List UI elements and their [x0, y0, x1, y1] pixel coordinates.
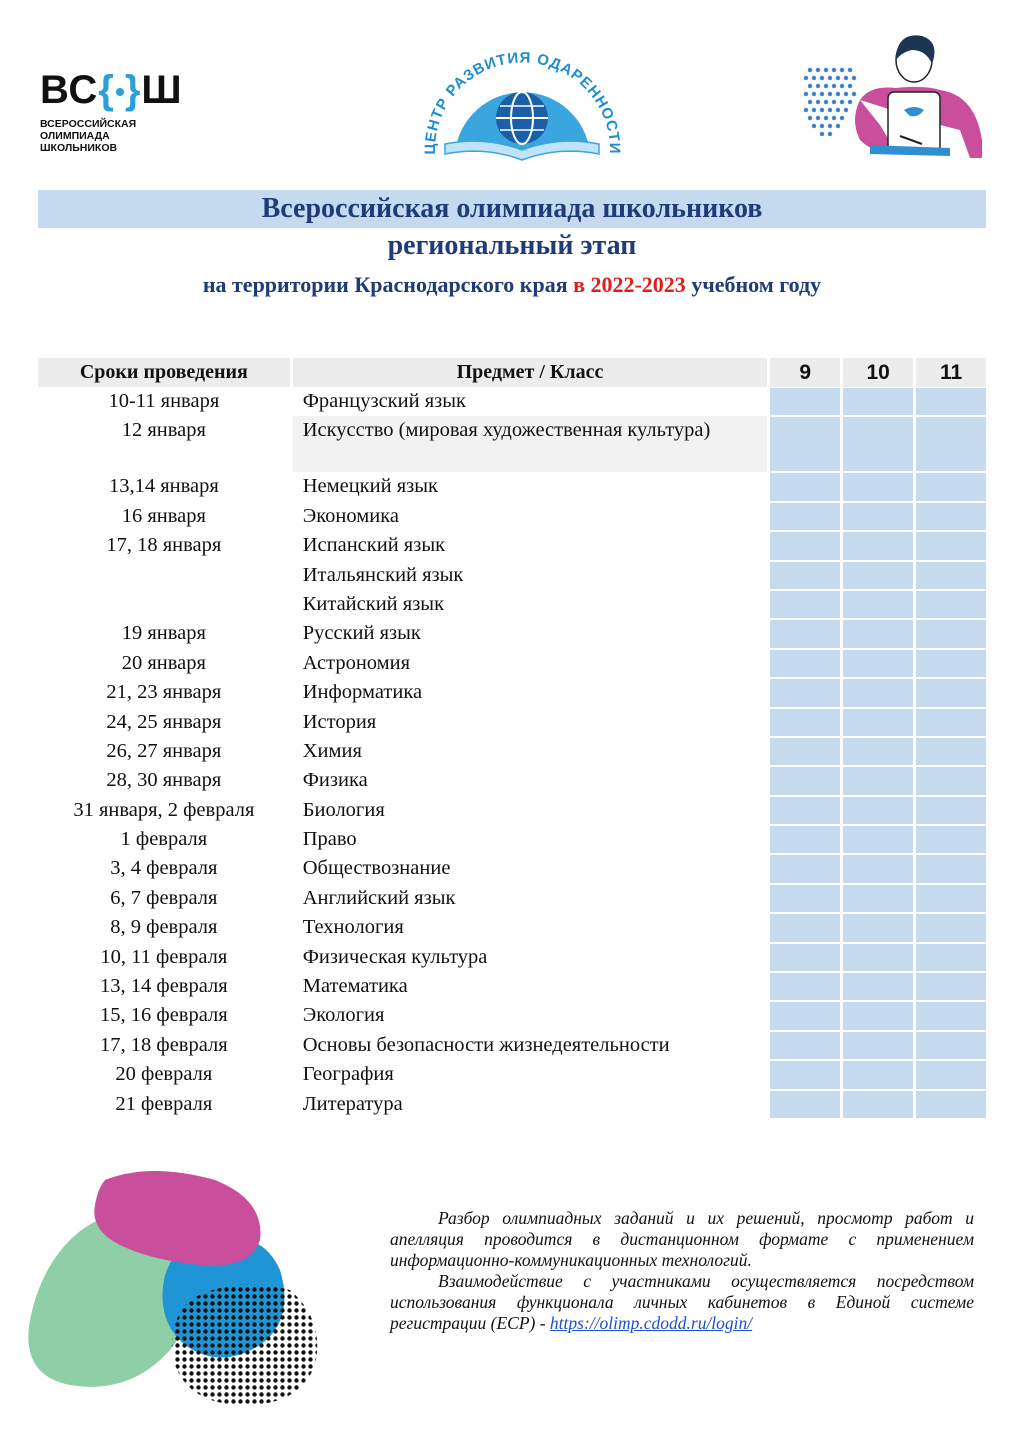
row-subject: Право [302, 828, 357, 851]
row-date: 19 января [121, 622, 206, 645]
grade-9-cell [770, 943, 840, 972]
grade-11-cell [916, 913, 986, 942]
grade-10-cell [843, 972, 913, 1001]
grade-9-cell [770, 1090, 840, 1119]
grade-10-cell [843, 531, 913, 560]
page-subtitle-region: на территории Краснодарского края в 2022-2023 учебном году [202, 272, 822, 297]
grade-9-cell [770, 884, 840, 913]
table-row [38, 884, 986, 913]
table-body [38, 387, 986, 1119]
grade-9-cell [770, 1031, 840, 1060]
table-row [38, 472, 986, 501]
row-subject: Китайский язык [302, 592, 445, 615]
grade-11-cell [916, 825, 986, 854]
table-row [38, 1090, 986, 1119]
table-header [38, 358, 986, 387]
grade-11-cell [916, 972, 986, 1001]
decorative-blobs [20, 1160, 340, 1410]
grade-9-cell [770, 416, 840, 472]
grade-9-cell [770, 649, 840, 678]
row-subject: Технология [302, 916, 404, 939]
table-row [38, 561, 986, 590]
schedule-table [38, 358, 986, 1119]
grade-10-cell [843, 472, 913, 501]
row-date: 8, 9 февраля [110, 916, 218, 939]
row-subject: Французский язык [302, 390, 466, 412]
row-subject: Немецкий язык [302, 475, 438, 498]
page-title: Всероссийская олимпиада школьников [261, 193, 763, 224]
grade-11-cell [916, 472, 986, 501]
table-row [38, 972, 986, 1001]
grade-11-cell [916, 590, 986, 619]
academic-year: в 2022-2023 [573, 272, 686, 297]
header-grade-11: 11 [916, 358, 986, 387]
grade-9-cell [770, 737, 840, 766]
grade-9-cell [770, 708, 840, 737]
row-date: 1 февраля [120, 828, 208, 851]
grade-9-cell [770, 561, 840, 590]
grade-10-cell [843, 708, 913, 737]
row-subject: Математика [302, 975, 408, 998]
grade-10-cell [843, 678, 913, 707]
center-logo [415, 40, 630, 165]
vsosh-logo [40, 70, 230, 154]
row-subject: Обществознание [302, 857, 451, 880]
row-date: 28, 30 января [106, 769, 222, 792]
grade-9-cell [770, 590, 840, 619]
row-subject: Биология [302, 798, 385, 821]
grade-11-cell [916, 854, 986, 883]
grade-9-cell [770, 1001, 840, 1030]
row-date: 20 февраля [115, 1063, 213, 1086]
row-subject: География [302, 1063, 394, 1086]
table-row [38, 502, 986, 531]
grade-10-cell [843, 1001, 913, 1030]
row-date: 31 января, 2 февраля [73, 798, 255, 821]
student-illustration [800, 30, 990, 160]
page-subtitle: региональный этап [387, 230, 637, 261]
row-date: 12 января [121, 419, 206, 442]
grade-10-cell [843, 1031, 913, 1060]
grade-10-cell [843, 619, 913, 648]
vsosh-logo-mark: ВС{ }Ш [40, 68, 183, 112]
grade-10-cell [843, 1060, 913, 1089]
grade-9-cell [770, 531, 840, 560]
grade-11-cell [916, 884, 986, 913]
table-row [38, 619, 986, 648]
grade-11-cell [916, 561, 986, 590]
table-row [38, 678, 986, 707]
row-subject: Испанский язык [302, 534, 446, 557]
row-date: 6, 7 февраля [110, 886, 218, 909]
row-date [38, 561, 290, 590]
grade-9-cell [770, 972, 840, 1001]
table-row [38, 766, 986, 795]
grade-11-cell [916, 678, 986, 707]
grade-9-cell [770, 766, 840, 795]
grade-10-cell [843, 884, 913, 913]
table-row [38, 943, 986, 972]
registration-link[interactable]: https://olimp.cdodd.ru/login/ [549, 1313, 753, 1333]
grade-10-cell [843, 737, 913, 766]
grade-11-cell [916, 737, 986, 766]
grade-10-cell [843, 1090, 913, 1119]
grade-10-cell [843, 416, 913, 472]
grade-10-cell [843, 913, 913, 942]
grade-11-cell [916, 1090, 986, 1119]
row-subject: Информатика [302, 681, 423, 704]
vsosh-logo-subtitle: ВСЕРОССИЙСКАЯ ОЛИМПИАДА ШКОЛЬНИКОВ [40, 118, 137, 154]
grade-11-cell [916, 1031, 986, 1060]
grade-10-cell [843, 796, 913, 825]
row-subject: Экономика [302, 504, 399, 527]
table-row [38, 1060, 986, 1089]
row-subject: Основы безопасности жизнедеятельности [302, 1033, 670, 1056]
row-date: 3, 4 февраля [110, 857, 218, 880]
table-row [38, 708, 986, 737]
table-row [38, 825, 986, 854]
grade-9-cell [770, 387, 840, 416]
grade-9-cell [770, 619, 840, 648]
row-date: 17, 18 февраля [100, 1033, 228, 1056]
row-subject: Экология [302, 1004, 385, 1027]
row-date: 17, 18 января [106, 534, 222, 557]
grade-9-cell [770, 854, 840, 883]
header-grade-9: 9 [770, 358, 840, 387]
header-grade-10: 10 [843, 358, 913, 387]
row-subject: Литература [302, 1092, 403, 1115]
grade-10-cell [843, 387, 913, 416]
row-subject: Искусство (мировая художественная культура) [293, 416, 768, 472]
table-row [38, 416, 986, 472]
table-row [38, 387, 986, 416]
table-row [38, 796, 986, 825]
row-date: 24, 25 января [106, 710, 222, 733]
grade-11-cell [916, 1001, 986, 1030]
table-row [38, 649, 986, 678]
row-subject: Физическая культура [302, 945, 488, 968]
header-subject: Предмет / Класс [293, 358, 768, 387]
grade-10-cell [843, 649, 913, 678]
table-row [38, 854, 986, 883]
row-date: 26, 27 января [106, 739, 222, 762]
grade-11-cell [916, 1060, 986, 1089]
row-date: 10, 11 февраля [100, 945, 228, 968]
row-subject: Итальянский язык [302, 563, 464, 586]
row-date: 15, 16 февраля [100, 1004, 228, 1027]
row-subject: Русский язык [302, 622, 421, 645]
grade-10-cell [843, 854, 913, 883]
table-row [38, 1031, 986, 1060]
table-row [38, 913, 986, 942]
grade-10-cell [843, 943, 913, 972]
grade-9-cell [770, 1060, 840, 1089]
header-date: Сроки проведения [38, 358, 290, 387]
row-date: 13, 14 февраля [100, 975, 228, 998]
table-row [38, 1001, 986, 1030]
row-subject: История [302, 710, 377, 733]
row-date: 21 февраля [115, 1092, 213, 1115]
table-row [38, 590, 986, 619]
grade-9-cell [770, 796, 840, 825]
note-paragraph-1: Разбор олимпиадных заданий и их решений, просмотр работ и апелляция проводится в дистанционном формате с применением информационно-коммуникационных технологий. [390, 1208, 974, 1270]
grade-9-cell [770, 825, 840, 854]
grade-9-cell [770, 502, 840, 531]
grade-10-cell [843, 561, 913, 590]
grade-9-cell [770, 472, 840, 501]
grade-11-cell [916, 502, 986, 531]
table-row [38, 737, 986, 766]
note-paragraph-2: Взаимодействие с участниками осуществляется посредством использования функционала личных кабинетов в Единой системе регистрации (ЕСР) - https://olimp.cdodd.ru/login/ [390, 1271, 974, 1333]
table-row [38, 531, 986, 560]
row-subject: Астрономия [302, 651, 411, 674]
row-subject: Физика [302, 769, 368, 792]
footer-note [390, 1208, 974, 1334]
grade-11-cell [916, 796, 986, 825]
grade-10-cell [843, 825, 913, 854]
grade-11-cell [916, 766, 986, 795]
row-date: 21, 23 января [106, 681, 222, 704]
grade-10-cell [843, 502, 913, 531]
center-logo-text: ЦЕНТР РАЗВИТИЯ ОДАРЕННОСТИ [421, 49, 624, 155]
grade-11-cell [916, 619, 986, 648]
row-subject: Химия [302, 739, 362, 762]
grade-9-cell [770, 913, 840, 942]
grade-11-cell [916, 387, 986, 416]
row-date: 10-11 января [108, 390, 220, 412]
grade-10-cell [843, 590, 913, 619]
row-date: 16 января [121, 504, 206, 527]
grade-10-cell [843, 766, 913, 795]
grade-9-cell [770, 678, 840, 707]
row-subject: Английский язык [302, 886, 456, 909]
row-date: 13,14 января [108, 475, 219, 498]
row-date: 20 января [121, 651, 206, 674]
grade-11-cell [916, 531, 986, 560]
grade-11-cell [916, 943, 986, 972]
grade-11-cell [916, 649, 986, 678]
grade-11-cell [916, 708, 986, 737]
row-date [38, 590, 290, 619]
grade-11-cell [916, 416, 986, 472]
